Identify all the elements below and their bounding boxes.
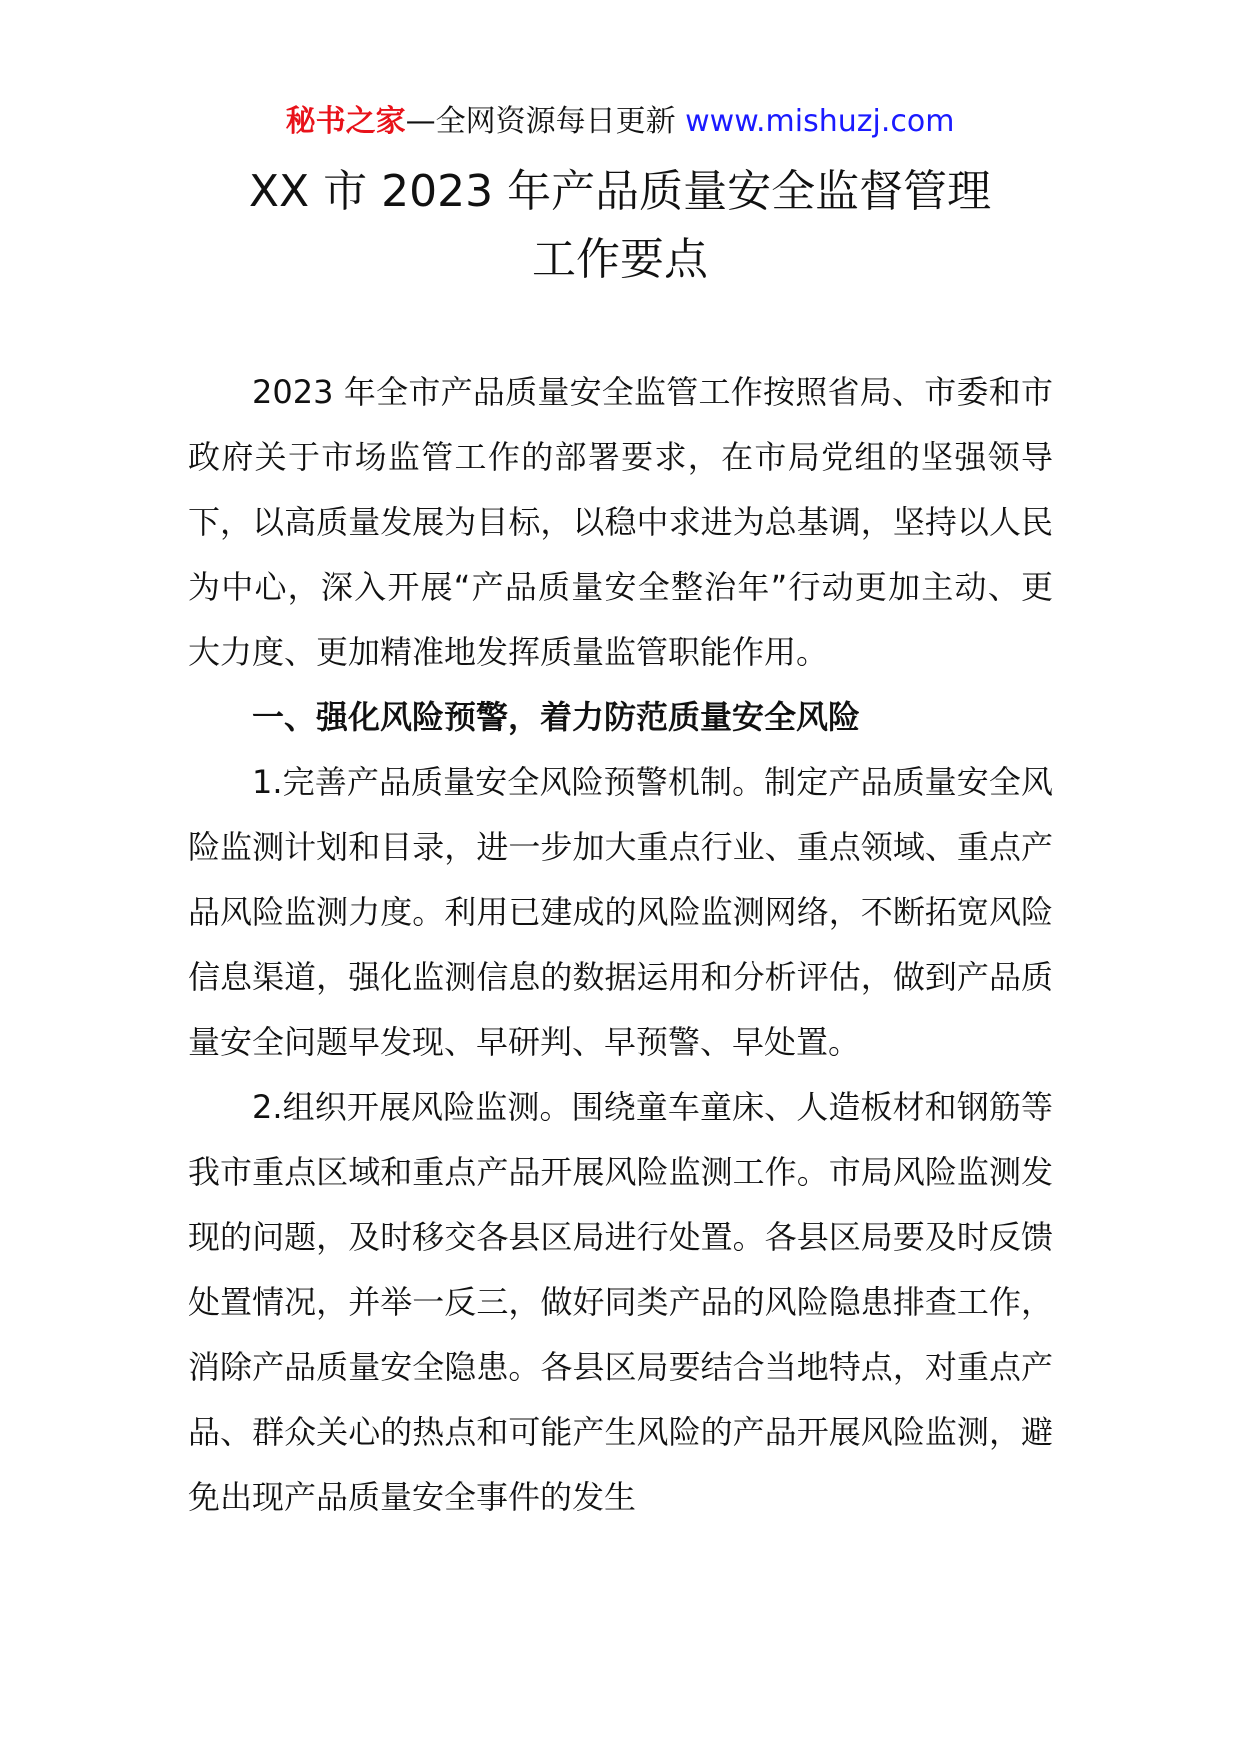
header-url[interactable]: www.mishuzj.com [685, 104, 955, 139]
document-title-line-1: XX 市 2023 年产品质量安全监督管理 [248, 166, 992, 217]
document-title-line-2: 工作要点 [532, 234, 708, 285]
header-slogan: —全网资源每日更新 [405, 104, 676, 139]
intro-paragraph: 2023 年全市产品质量安全监管工作按照省局、市委和市政府关于市场监管工作的部署要求，在市局党组的坚强领导下，以高质量发展为目标，以稳中求进为总基调，坚持以人民为中心，深入开展“产品质量安全整治年”行动更加主动、更大力度、更加精准地发挥质量监管职能作用。 [188, 373, 1053, 671]
section-heading-1: 一、强化风险预警，着力防范质量安全风险 [252, 698, 861, 736]
item-paragraph-2: 2.组织开展风险监测。围绕童车童床、人造板材和钢筋等我市重点区域和重点产品开展风险监测工作。市局风险监测发现的问题，及时移交各县区局进行处置。各县区局要及时反馈处置情况，并举一反三，做好同类产品的风险隐患排查工作，消除产品质量安全隐患。各县区局要结合当地特点，对重点产品、群众关心的热点和可能产生风险的产品开展风险监测，避免出现产品质量安全事件的发生 [188, 1088, 1053, 1516]
site-header [0, 102, 1240, 142]
item-paragraph-1: 1.完善产品质量安全风险预警机制。制定产品质量安全风险监测计划和目录，进一步加大重点行业、重点领域、重点产品风险监测力度。利用已建成的风险监测网络，不断拓宽风险信息渠道，强化监测信息的数据运用和分析评估，做到产品质量安全问题早发现、早研判、早预警、早处置。 [188, 763, 1053, 1061]
brand-name: 秘书之家 [285, 104, 406, 139]
document-body [188, 360, 1053, 1530]
